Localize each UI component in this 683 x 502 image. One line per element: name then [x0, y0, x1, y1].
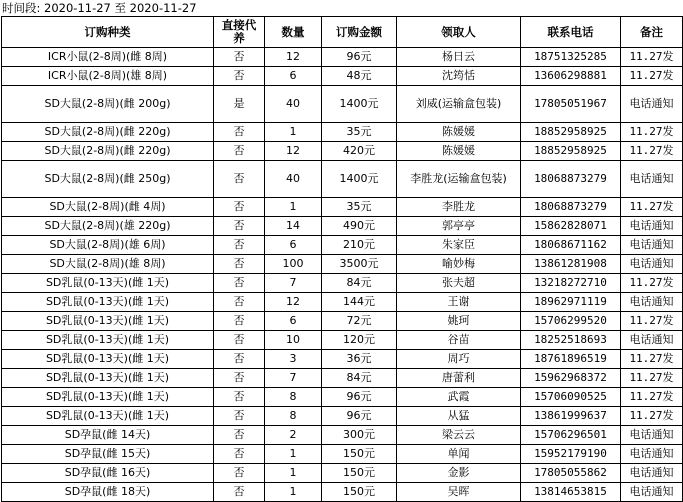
- cell-order-type: SD孕鼠(雌 18天): [2, 483, 214, 502]
- header-recipient: 领取人: [397, 17, 521, 48]
- table-row: [2, 407, 683, 426]
- cell-phone: 18252518693: [521, 331, 621, 350]
- cell-direct-raising: 否: [214, 236, 265, 255]
- cell-note: 11.27发: [621, 388, 683, 407]
- cell-direct-raising: 否: [214, 407, 265, 426]
- cell-direct-raising: 否: [214, 369, 265, 388]
- cell-recipient: 梁云云: [397, 426, 521, 445]
- cell-recipient: 李胜龙(运输盒包装): [397, 161, 521, 198]
- cell-phone: 17805055862: [521, 464, 621, 483]
- cell-amount: 150元: [322, 483, 397, 502]
- cell-note: 电话通知: [621, 331, 683, 350]
- table-row: [2, 86, 683, 123]
- cell-quantity: 12: [265, 142, 322, 161]
- cell-quantity: 1: [265, 483, 322, 502]
- table-row: [2, 161, 683, 198]
- cell-recipient: 郭亭亭: [397, 217, 521, 236]
- cell-direct-raising: 否: [214, 312, 265, 331]
- cell-order-type: SD大鼠(2-8周)(雌 220g): [2, 142, 214, 161]
- table-row: [2, 67, 683, 86]
- cell-order-type: SD乳鼠(0-13天)(雌 1天): [2, 350, 214, 369]
- date-range-label: 时间段: 2020-11-27 至 2020-11-27: [2, 1, 197, 15]
- order-table: [1, 16, 683, 502]
- cell-amount: 72元: [322, 312, 397, 331]
- cell-recipient: 从猛: [397, 407, 521, 426]
- cell-order-type: SD大鼠(2-8周)(雌 220g): [2, 123, 214, 142]
- cell-phone: 13861281908: [521, 255, 621, 274]
- cell-note: 电话通知: [621, 86, 683, 123]
- cell-recipient: 谷苗: [397, 331, 521, 350]
- cell-quantity: 100: [265, 255, 322, 274]
- cell-amount: 150元: [322, 464, 397, 483]
- cell-direct-raising: 否: [214, 293, 265, 312]
- table-row: [2, 236, 683, 255]
- cell-amount: 300元: [322, 426, 397, 445]
- cell-quantity: 7: [265, 274, 322, 293]
- cell-direct-raising: 否: [214, 67, 265, 86]
- cell-quantity: 10: [265, 331, 322, 350]
- cell-order-type: SD乳鼠(0-13天)(雌 1天): [2, 274, 214, 293]
- cell-order-type: SD乳鼠(0-13天)(雌 1天): [2, 293, 214, 312]
- cell-recipient: 张夫超: [397, 274, 521, 293]
- cell-direct-raising: 否: [214, 217, 265, 236]
- cell-recipient: 王谢: [397, 293, 521, 312]
- cell-recipient: 姚珂: [397, 312, 521, 331]
- cell-amount: 84元: [322, 369, 397, 388]
- cell-note: 11.27发: [621, 123, 683, 142]
- cell-direct-raising: 否: [214, 426, 265, 445]
- cell-order-type: SD乳鼠(0-13天)(雌 1天): [2, 312, 214, 331]
- cell-order-type: SD大鼠(2-8周)(雌 4周): [2, 198, 214, 217]
- cell-quantity: 12: [265, 48, 322, 67]
- table-row: [2, 217, 683, 236]
- cell-recipient: 刘威(运输盒包装): [397, 86, 521, 123]
- order-rows: [2, 48, 683, 502]
- cell-note: 电话通知: [621, 483, 683, 502]
- cell-amount: 420元: [322, 142, 397, 161]
- header-quantity: 数量: [265, 17, 322, 48]
- cell-note: 电话通知: [621, 445, 683, 464]
- cell-phone: 13606298881: [521, 67, 621, 86]
- table-row: [2, 369, 683, 388]
- table-row: [2, 483, 683, 502]
- cell-amount: 1400元: [322, 86, 397, 123]
- cell-phone: 13814653815: [521, 483, 621, 502]
- cell-direct-raising: 否: [214, 350, 265, 369]
- table-row: [2, 464, 683, 483]
- cell-recipient: 单闻: [397, 445, 521, 464]
- cell-quantity: 8: [265, 388, 322, 407]
- cell-amount: 144元: [322, 293, 397, 312]
- cell-order-type: ICR小鼠(2-8周)(雌 8周): [2, 48, 214, 67]
- cell-phone: 18068873279: [521, 198, 621, 217]
- cell-order-type: SD大鼠(2-8周)(雌 250g): [2, 161, 214, 198]
- cell-quantity: 1: [265, 198, 322, 217]
- table-row: [2, 426, 683, 445]
- cell-note: 11.27发: [621, 312, 683, 331]
- cell-phone: 15962968372: [521, 369, 621, 388]
- cell-amount: 96元: [322, 407, 397, 426]
- cell-quantity: 1: [265, 464, 322, 483]
- cell-order-type: SD大鼠(2-8周)(雄 8周): [2, 255, 214, 274]
- cell-quantity: 1: [265, 445, 322, 464]
- cell-recipient: 武霞: [397, 388, 521, 407]
- cell-amount: 3500元: [322, 255, 397, 274]
- cell-note: 电话通知: [621, 464, 683, 483]
- cell-direct-raising: 否: [214, 388, 265, 407]
- cell-note: 电话通知: [621, 426, 683, 445]
- cell-direct-raising: 否: [214, 331, 265, 350]
- table-row: [2, 312, 683, 331]
- table-row: [2, 274, 683, 293]
- cell-note: 11.27发: [621, 67, 683, 86]
- cell-order-type: SD孕鼠(雌 15天): [2, 445, 214, 464]
- cell-recipient: 陈媛媛: [397, 142, 521, 161]
- cell-note: 11.27发: [621, 198, 683, 217]
- cell-direct-raising: 否: [214, 445, 265, 464]
- cell-recipient: 杨日云: [397, 48, 521, 67]
- cell-recipient: 金影: [397, 464, 521, 483]
- cell-phone: 18068873279: [521, 161, 621, 198]
- cell-phone: 15706296501: [521, 426, 621, 445]
- header-amount: 订购金额: [322, 17, 397, 48]
- table-row: [2, 142, 683, 161]
- cell-note: 电话通知: [621, 161, 683, 198]
- cell-note: 11.27发: [621, 369, 683, 388]
- cell-phone: 18852958925: [521, 123, 621, 142]
- cell-quantity: 8: [265, 407, 322, 426]
- cell-direct-raising: 是: [214, 86, 265, 123]
- cell-amount: 150元: [322, 445, 397, 464]
- cell-direct-raising: 否: [214, 161, 265, 198]
- header-order-type: 订购种类: [2, 17, 214, 48]
- cell-direct-raising: 否: [214, 255, 265, 274]
- cell-order-type: SD大鼠(2-8周)(雄 6周): [2, 236, 214, 255]
- cell-phone: 13218272710: [521, 274, 621, 293]
- table-row: [2, 293, 683, 312]
- cell-order-type: SD乳鼠(0-13天)(雌 1天): [2, 331, 214, 350]
- cell-recipient: 周巧: [397, 350, 521, 369]
- header-direct-raising: 直接代养: [214, 17, 265, 48]
- cell-order-type: SD大鼠(2-8周)(雌 200g): [2, 86, 214, 123]
- table-row: [2, 388, 683, 407]
- table-row: [2, 48, 683, 67]
- cell-phone: 18962971119: [521, 293, 621, 312]
- table-row: [2, 123, 683, 142]
- cell-note: 电话通知: [621, 217, 683, 236]
- cell-recipient: 朱家臣: [397, 236, 521, 255]
- cell-phone: 15706299520: [521, 312, 621, 331]
- cell-note: 电话通知: [621, 255, 683, 274]
- cell-quantity: 12: [265, 293, 322, 312]
- cell-order-type: SD大鼠(2-8周)(雄 220g): [2, 217, 214, 236]
- cell-amount: 84元: [322, 274, 397, 293]
- header-note: 备注: [621, 17, 683, 48]
- cell-note: 电话通知: [621, 293, 683, 312]
- cell-direct-raising: 否: [214, 123, 265, 142]
- cell-phone: 15706090525: [521, 388, 621, 407]
- cell-quantity: 40: [265, 86, 322, 123]
- cell-order-type: ICR小鼠(2-8周)(雄 8周): [2, 67, 214, 86]
- cell-amount: 96元: [322, 388, 397, 407]
- cell-quantity: 6: [265, 312, 322, 331]
- cell-order-type: SD孕鼠(雌 16天): [2, 464, 214, 483]
- cell-note: 11.27发: [621, 48, 683, 67]
- cell-note: 11.27发: [621, 274, 683, 293]
- cell-note: 11.27发: [621, 142, 683, 161]
- cell-amount: 35元: [322, 123, 397, 142]
- cell-phone: 15862828071: [521, 217, 621, 236]
- cell-amount: 1400元: [322, 161, 397, 198]
- table-row: [2, 255, 683, 274]
- cell-phone: 18751325285: [521, 48, 621, 67]
- cell-amount: 210元: [322, 236, 397, 255]
- cell-order-type: SD孕鼠(雌 14天): [2, 426, 214, 445]
- cell-recipient: 吴晖: [397, 483, 521, 502]
- cell-amount: 120元: [322, 331, 397, 350]
- cell-order-type: SD乳鼠(0-13天)(雌 1天): [2, 407, 214, 426]
- cell-quantity: 14: [265, 217, 322, 236]
- cell-direct-raising: 否: [214, 198, 265, 217]
- cell-quantity: 1: [265, 123, 322, 142]
- cell-quantity: 3: [265, 350, 322, 369]
- cell-amount: 490元: [322, 217, 397, 236]
- cell-phone: 17805051967: [521, 86, 621, 123]
- cell-quantity: 6: [265, 236, 322, 255]
- cell-direct-raising: 否: [214, 48, 265, 67]
- cell-direct-raising: 否: [214, 464, 265, 483]
- table-row: [2, 198, 683, 217]
- cell-direct-raising: 否: [214, 142, 265, 161]
- cell-recipient: 沈筠恬: [397, 67, 521, 86]
- table-row: [2, 331, 683, 350]
- cell-phone: 13861999637: [521, 407, 621, 426]
- cell-recipient: 唐蕾利: [397, 369, 521, 388]
- cell-phone: 18761896519: [521, 350, 621, 369]
- cell-amount: 48元: [322, 67, 397, 86]
- cell-quantity: 7: [265, 369, 322, 388]
- cell-phone: 18852958925: [521, 142, 621, 161]
- cell-phone: 18068671162: [521, 236, 621, 255]
- cell-order-type: SD乳鼠(0-13天)(雌 1天): [2, 388, 214, 407]
- table-row: [2, 445, 683, 464]
- cell-order-type: SD乳鼠(0-13天)(雌 1天): [2, 369, 214, 388]
- cell-recipient: 李胜龙: [397, 198, 521, 217]
- cell-amount: 35元: [322, 198, 397, 217]
- cell-direct-raising: 否: [214, 274, 265, 293]
- header-row: [2, 17, 683, 48]
- cell-direct-raising: 否: [214, 483, 265, 502]
- header-phone: 联系电话: [521, 17, 621, 48]
- cell-quantity: 6: [265, 67, 322, 86]
- cell-note: 11.27发: [621, 407, 683, 426]
- cell-quantity: 2: [265, 426, 322, 445]
- cell-amount: 36元: [322, 350, 397, 369]
- cell-phone: 15952179190: [521, 445, 621, 464]
- cell-note: 11.27发: [621, 350, 683, 369]
- cell-amount: 96元: [322, 48, 397, 67]
- cell-quantity: 40: [265, 161, 322, 198]
- table-row: [2, 350, 683, 369]
- cell-recipient: 喻妙梅: [397, 255, 521, 274]
- cell-recipient: 陈媛媛: [397, 123, 521, 142]
- cell-note: 电话通知: [621, 236, 683, 255]
